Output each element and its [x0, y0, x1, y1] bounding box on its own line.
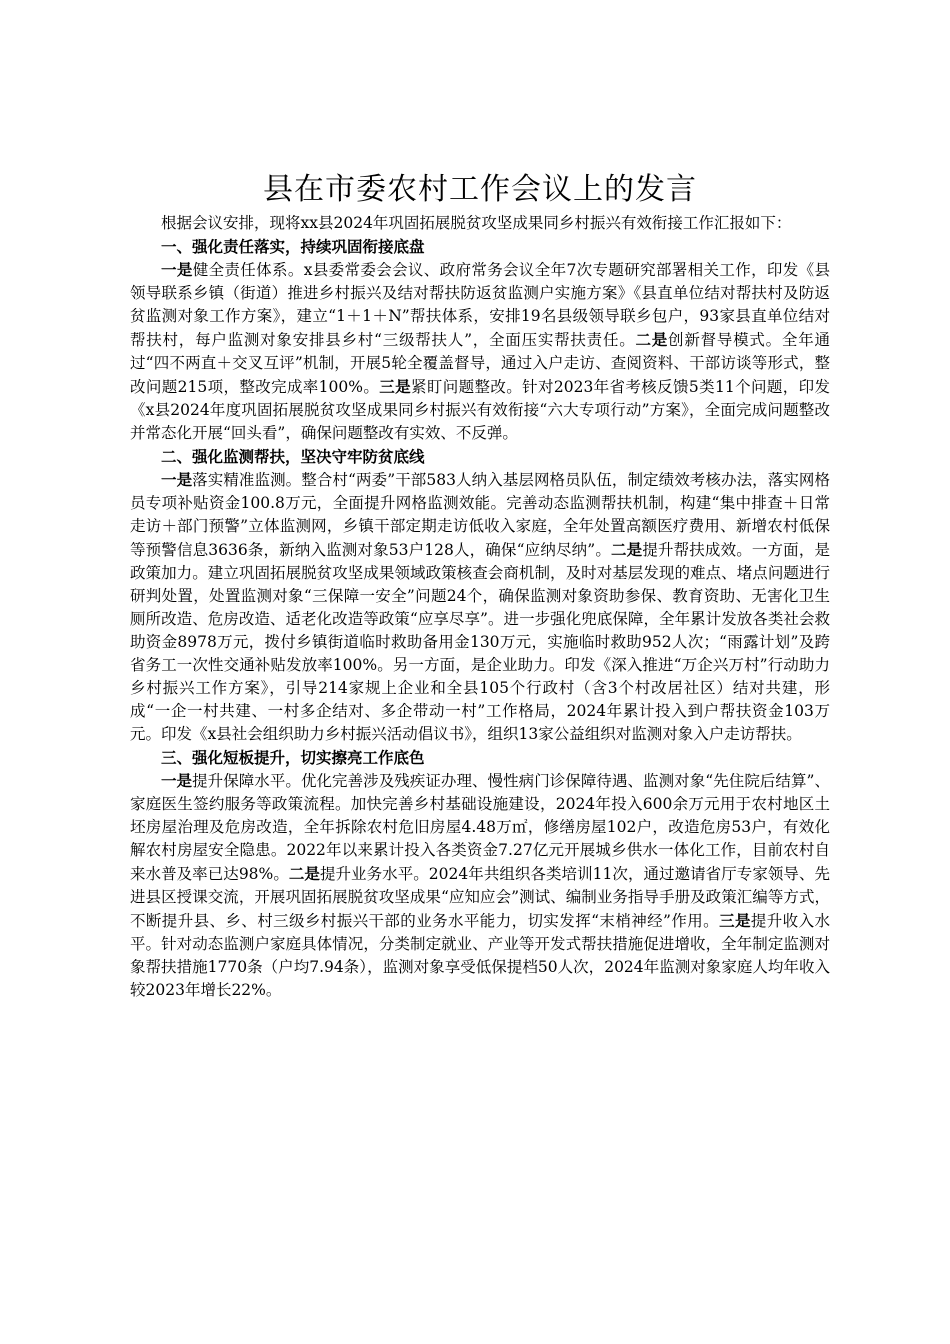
intro-paragraph: 根据会议安排，现将xx县2024年巩固拓展脱贫攻坚成果同乡村振兴有效衔接工作汇报如下：	[161, 214, 792, 232]
point-text: 创新督导模式。全年通过“四不两直＋交叉互评”机制，开展5轮全覆盖督导，通过入户走访、查阅资料、干部访谈等形式，整改问题215项，整改完成率100%。	[130, 331, 830, 396]
point-marker: 一是	[161, 771, 193, 790]
document-page	[130, 168, 830, 1002]
point-marker: 一是	[161, 260, 193, 279]
point-text: 提升收入水平。针对动态监测户家庭具体情况，分类制定就业、产业等开发式帮扶措施促进增收，全年制定监测对象帮扶措施1770条（户均7.94条），监测对象享受低保提档50人次，2024年监测对象家庭人均年收入较2023年增长22%。	[130, 912, 830, 999]
point-text: 健全责任体系。x县委常委会会议、政府常务会议全年7次专题研究部署相关工作，印发《县领导联系乡镇（街道）推进乡村振兴及结对帮扶防返贫监测户实施方案》《县直单位结对帮扶村及防返贫监测对象工作方案》，建立“1＋1＋N”帮扶体系，安排19名县级领导联乡包户，93家县直单位结对帮扶村，每户监测对象安排县乡村“三级帮扶人”，全面压实帮扶责任。	[130, 261, 830, 349]
section-paragraph-2	[130, 468, 830, 746]
section-heading-3: 三、强化短板提升，切实擦亮工作底色	[161, 748, 425, 767]
point-marker: 二是	[611, 540, 643, 559]
point-marker: 一是	[161, 470, 193, 489]
point-text: 落实精准监测。整合村“两委”干部583人纳入基层网格员队伍，制定绩效考核办法，落实网格员专项补贴资金100.8万元，全面提升网格监测效能。完善动态监测帮扶机制，构建“集中排查＋日常走访＋部门预警”立体监测网，乡镇干部定期走访低收入家庭，全年处置高额医疗费用、新增农村低保等预警信息3636条，新纳入监测对象53户128人，确保“应纳尽纳”。	[130, 471, 830, 559]
point-text: 紧盯问题整改。针对2023年省考核反馈5类11个问题，印发《x县2024年度巩固拓展脱贫攻坚成果同乡村振兴有效衔接“六大专项行动”方案》，全面完成问题整改并常态化开展“回头看”，确保问题整改有实效、不反弹。	[130, 378, 830, 442]
point-text: 提升保障水平。优化完善涉及残疾证办理、慢性病门诊保障待遇、监测对象“先住院后结算”、家庭医生签约服务等政策流程。加快完善乡村基础设施建设，2024年投入600余万元用于农村地区土坯房屋治理及危房改造，全年拆除农村危旧房屋4.48万㎡，修缮房屋102户，改造危房53户，有效化解农村房屋安全隐患。2022年以来累计投入各类资金7.27亿元开展城乡供水一体化工作，目前农村自来水普及率已达98%。	[130, 772, 830, 883]
section-heading-1: 一、强化责任落实，持续巩固衔接底盘	[161, 237, 425, 256]
section-heading-2: 二、强化监测帮扶，坚决守牢防贫底线	[161, 447, 425, 466]
point-text: 提升业务水平。2024年共组织各类培训11次，通过邀请省厅专家领导、先进县区授课交流，开展巩固拓展脱贫攻坚成果“应知应会”测试、编制业务指导手册及政策汇编等方式，不断提升县、乡、村三级乡村振兴干部的业务水平能力，切实发挥“末梢神经”作用。	[130, 865, 831, 930]
point-marker: 二是	[635, 330, 669, 349]
section-paragraph-1	[130, 258, 830, 445]
section-paragraph-3	[130, 769, 830, 1002]
point-marker: 二是	[288, 864, 320, 883]
point-text: 提升帮扶成效。一方面，是政策加力。建立巩固拓展脱贫攻坚成果领域政策核查会商机制，及时对基层发现的难点、堵点问题进行研判处置，处置监测对象“三保障一安全”问题24个，确保监测对象资助参保、教育资助、无害化卫生厕所改造、危房改造、适老化改造等政策“应享尽享”。进一步强化兜底保障，全年累计发放各类社会救助资金8978万元，拨付乡镇街道临时救助备用金130万元，实施临时救助952人次；“雨露计划”及跨省务工一次性交通补贴发放率100%。另一方面，是企业助力。印发《深入推进“万企兴万村”行动助力乡村振兴工作方案》，引导214家规上企业和全县105个行政村（含3个村改居社区）结对共建，形成“一企一村共建、一村多企结对、多企带动一村”工作格局，2024年累计投入到户帮扶资金103万元。印发《x县社会组织助力乡村振兴活动倡议书》，组织13家公益组织对监测对象入户走访帮扶。	[130, 541, 830, 743]
document-title: 县在市委农村工作会议上的发言	[263, 172, 697, 207]
point-marker: 三是	[379, 377, 411, 396]
point-marker: 三是	[719, 911, 751, 930]
